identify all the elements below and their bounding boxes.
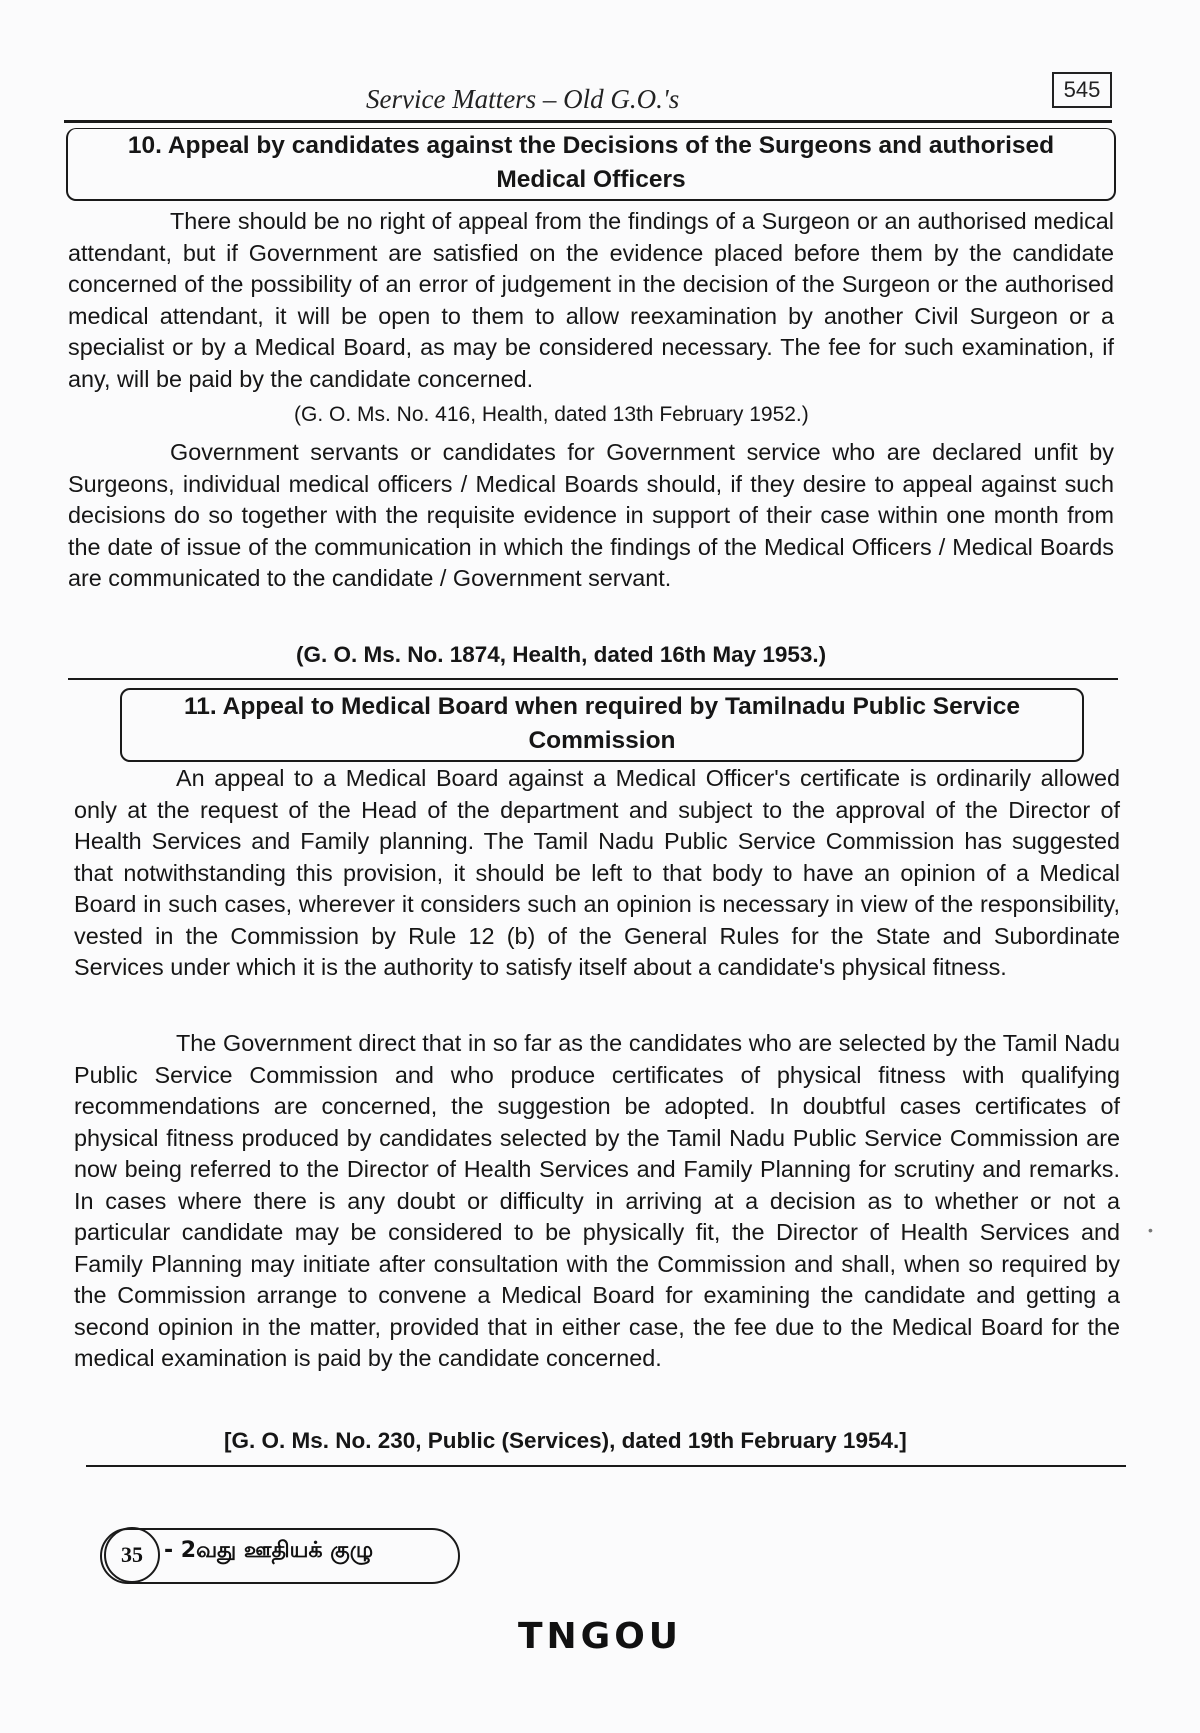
section-divider [68,678,1118,680]
section-11-paragraph-1: An appeal to a Medical Board against a Medical Officer's certificate is ordinarily allowed only at the request of the Head of the department and subject to the approval of the Director of Health Services and Family planning. The Tamil Nadu Public Service Commission has suggested that notwithstanding this provision, it should be left to that body to have an opinion of a Medical Board in such cases, wherever it considers such an opinion is necessary in view of the responsibility, vested in the Commission by Rule 12 (b) of the General Rules for the State and Subordinate Services under which it is the authority to satisfy itself about a candidate's physical fitness. [74,765,1120,980]
end-rule [86,1465,1126,1467]
section-10-heading [66,128,1116,201]
watermark: TNGOU [517,1616,683,1657]
footer-label: - 2வது ஊதியக் குழு [164,1538,374,1563]
running-title: Service Matters – Old G.O.'s [366,84,680,114]
citation-go-1874: (G. O. Ms. No. 1874, Health, dated 16th May 1953.) [296,642,827,667]
section-10-paragraph-1: There should be no right of appeal from the findings of a Surgeon or an authorised medical attendant, but if Government are satisfied on the evidence placed before them by the candidate concerned of the possibility of an error of judgement in the decision of the Surgeon or the authorised medical attendant, it will be open to them to allow reexamination by another Civil Surgeon or a specialist or by a Medical Board, as may be considered necessary. The fee for such examination, if any, will be paid by the candidate concerned. [68,208,1114,392]
section-10-heading-line1: 10. Appeal by candidates against the Decisions of the Surgeons and authorised [127,132,1055,159]
header-rule [64,120,1112,123]
citation-go-230: [G. O. Ms. No. 230, Public (Services), dated 19th February 1954.] [224,1428,907,1453]
footer-number: 35 [104,1527,160,1583]
scan-speck-icon: • [1148,1222,1153,1238]
citation-go-416: (G. O. Ms. No. 416, Health, dated 13th February 1952.) [294,403,809,426]
section-11-paragraph-2: The Government direct that in so far as the candidates who are selected by the Tamil Nadu Public Service Commission and who produce certificates of physical fitness with qualifying recommendations are concerned, the suggestion be adopted. In doubtful cases certificates of physical fitness produced by candidates selected by the Tamil Nadu Public Service Commission are now being referred to the Director of Health Services and Family Planning for scrutiny and remarks. In cases where there is any doubt or difficulty in arriving at a decision as to whether or not a particular candidate may be considered to be physically fit, the Director of Health Services and Family Planning may initiate after consultation with the Commission and shall, when so required by the Commission arrange to convene a Medical Board for examining the candidate and getting a second opinion in the matter, provided that in either case, the fee due to the Medical Board for the medical examination is paid by the candidate concerned. [74,1030,1120,1371]
section-10-paragraph-2: Government servants or candidates for Government service who are declared unfit by Surgeons, individual medical officers / Medical Boards should, if they desire to appeal against such decisions do so together with the requisite evidence in support of their case within one month from the date of issue of the communication in which the findings of the Medical Officers / Medical Boards are communicated to the candidate / Government servant. [68,439,1114,591]
section-11-heading [120,688,1084,762]
page-number: 545 [1052,72,1112,108]
section-11-heading-line1: 11. Appeal to Medical Board when required by Tamilnadu Public Service [184,693,1020,720]
section-11-heading-line2: Commission [528,727,676,754]
section-10-heading-line2: Medical Officers [496,166,686,193]
